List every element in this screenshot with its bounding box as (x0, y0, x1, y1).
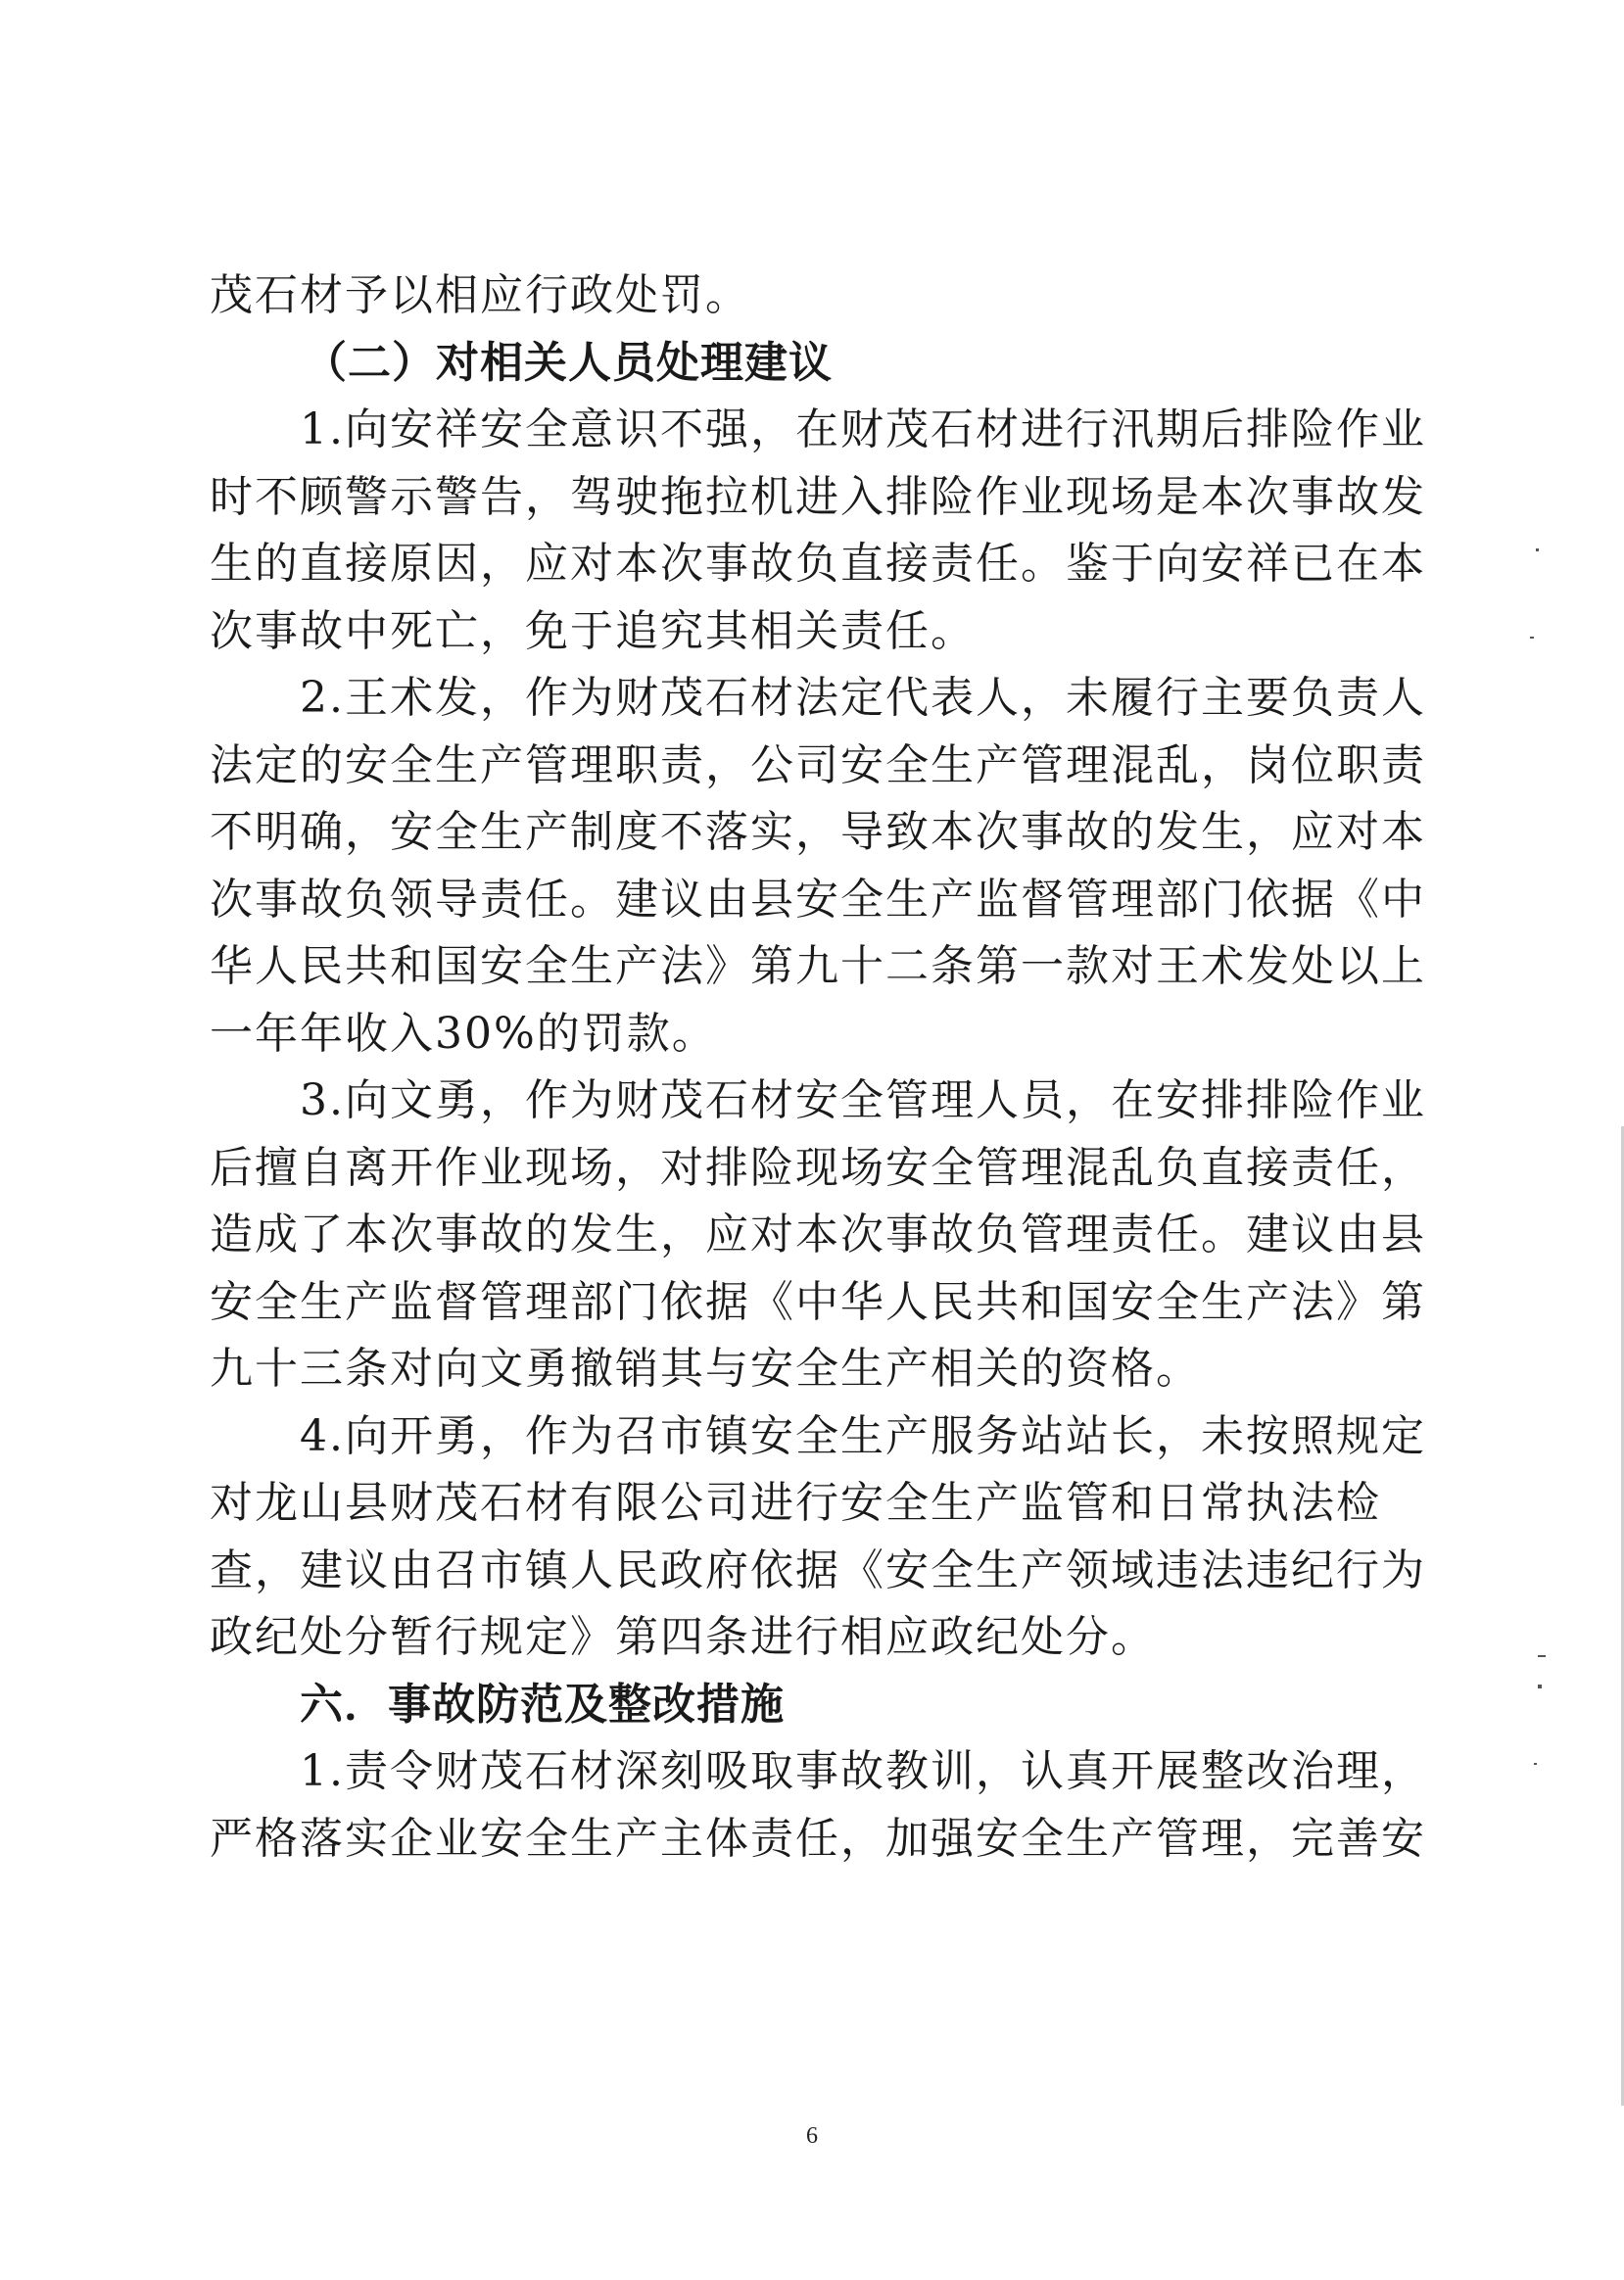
document-body (210, 262, 1426, 1873)
body-line: 华人民共和国安全生产法》第九十二条第一款对王术发处以上 (210, 941, 1426, 991)
scan-speck (1530, 637, 1534, 639)
body-line: 安全生产监督管理部门依据《中华人民共和国安全生产法》第 (210, 1276, 1426, 1327)
section-heading: 六．事故防范及整改措施 (300, 1679, 785, 1730)
paragraph-line: 1.责令财茂石材深刻吸取事故教训，认真开展整改治理， (300, 1746, 1426, 1796)
scan-speck (1534, 1763, 1537, 1765)
body-line: 一年年收入30%的罚款。 (210, 1008, 717, 1059)
body-line: 不明确，安全生产制度不落实，导致本次事故的发生，应对本 (210, 807, 1426, 857)
body-line: 茂石材予以相应行政处罚。 (210, 270, 750, 320)
body-line: 造成了本次事故的发生，应对本次事故负管理责任。建议由县 (210, 1210, 1426, 1259)
scan-speck (1538, 1655, 1546, 1657)
scan-speck (1536, 548, 1539, 551)
scan-speck (1538, 1685, 1542, 1688)
paragraph-line: 2.王术发，作为财茂石材法定代表人，未履行主要负责人 (300, 673, 1426, 723)
body-line: 时不顾警示警告，驾驶拖拉机进入排险作业现场是本次事故发 (210, 471, 1426, 522)
subsection-heading: （二）对相关人员处理建议 (304, 337, 833, 388)
paragraph-line: 4.向开勇，作为召市镇安全生产服务站站长，未按照规定 (300, 1410, 1426, 1461)
body-line: 后擅自离开作业现场，对排险现场安全管理混乱负直接责任， (210, 1142, 1426, 1193)
body-line: 次事故中死亡，免于追究其相关责任。 (210, 605, 976, 656)
body-line: 九十三条对向文勇撤销其与安全生产相关的资格。 (210, 1344, 1201, 1394)
body-line: 政纪处分暂行规定》第四条进行相应政纪处分。 (210, 1612, 1156, 1662)
body-line: 次事故负领导责任。建议由县安全生产监督管理部门依据《中 (210, 874, 1426, 925)
page-number: 6 (806, 2123, 818, 2149)
body-line: 法定的安全生产管理职责，公司安全生产管理混乱，岗位职责 (210, 739, 1426, 790)
paragraph-line: 3.向文勇，作为财茂石材安全管理人员，在安排排险作业 (300, 1075, 1426, 1125)
body-line: 对龙山县财茂石材有限公司进行安全生产监管和日常执法检 (210, 1478, 1381, 1528)
paragraph-line: 1.向安祥安全意识不强，在财茂石材进行汛期后排险作业 (300, 404, 1426, 454)
body-line: 查，建议由召市镇人民政府依据《安全生产领域违法违纪行为 (210, 1544, 1426, 1595)
body-line: 生的直接原因，应对本次事故负直接责任。鉴于向安祥已在本 (210, 539, 1426, 589)
body-line: 严格落实企业安全生产主体责任，加强安全生产管理，完善安 (210, 1813, 1426, 1864)
